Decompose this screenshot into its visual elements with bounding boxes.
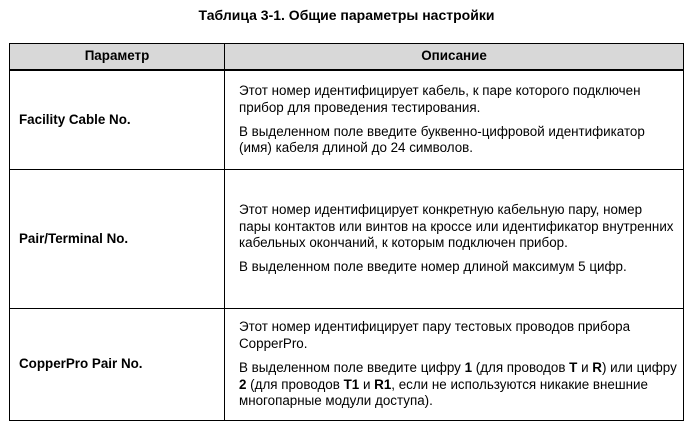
description-paragraph: Этот номер идентифицирует пару тестовых проводов прибора CopperPro. [239, 319, 631, 351]
text-run: и [359, 376, 375, 392]
parameter-description [225, 70, 684, 170]
description-paragraph: Этот номер идентифицирует кабель, к паре которого подключен прибор для проведения тестирования. [239, 83, 641, 115]
header-parameter: Параметр [10, 44, 225, 71]
bold-run: T [569, 360, 578, 376]
bold-run: 2 [239, 376, 247, 392]
parameter-description [225, 309, 684, 421]
text-run: , если не используются никакие внешние многопарные модули доступа). [239, 376, 648, 409]
description-paragraph: В выделенном поле введите номер длиной максимум 5 цифр. [239, 259, 627, 275]
bold-run: R [592, 360, 602, 376]
parameter-name: CopperPro Pair No. [10, 309, 225, 421]
description-paragraph: В выделенном поле введите буквенно-цифровой идентификатор (имя) кабеля длиной до 24 символов. [239, 124, 645, 156]
parameter-description [225, 170, 684, 309]
bold-run: T1 [343, 376, 360, 392]
text-run: (для проводов [472, 360, 570, 376]
table-row [10, 70, 684, 170]
bold-run: 1 [464, 360, 473, 376]
table-row [10, 309, 684, 421]
table-caption: Таблица 3-1. Общие параметры настройки [198, 7, 495, 23]
parameter-name: Facility Cable No. [10, 70, 225, 170]
text-run: (для проводов [246, 376, 344, 392]
table-header-row [10, 44, 684, 71]
text-run: и [577, 360, 593, 376]
parameter-name: Pair/Terminal No. [10, 170, 225, 309]
description-paragraph: Этот номер идентифицирует конкретную кабельную пару, номер пары контактов или винтов на кроссе или идентификатор внутренних кабельных окончаний, к которым подключен прибор. [239, 202, 674, 250]
table-row [10, 170, 684, 309]
text-run: В выделенном поле введите цифру [239, 360, 465, 376]
header-description: Описание [225, 44, 684, 71]
text-run: ) или цифру [601, 360, 677, 376]
parameters-table [9, 43, 684, 421]
bold-run: R1 [374, 376, 392, 392]
description-paragraph [239, 360, 677, 409]
